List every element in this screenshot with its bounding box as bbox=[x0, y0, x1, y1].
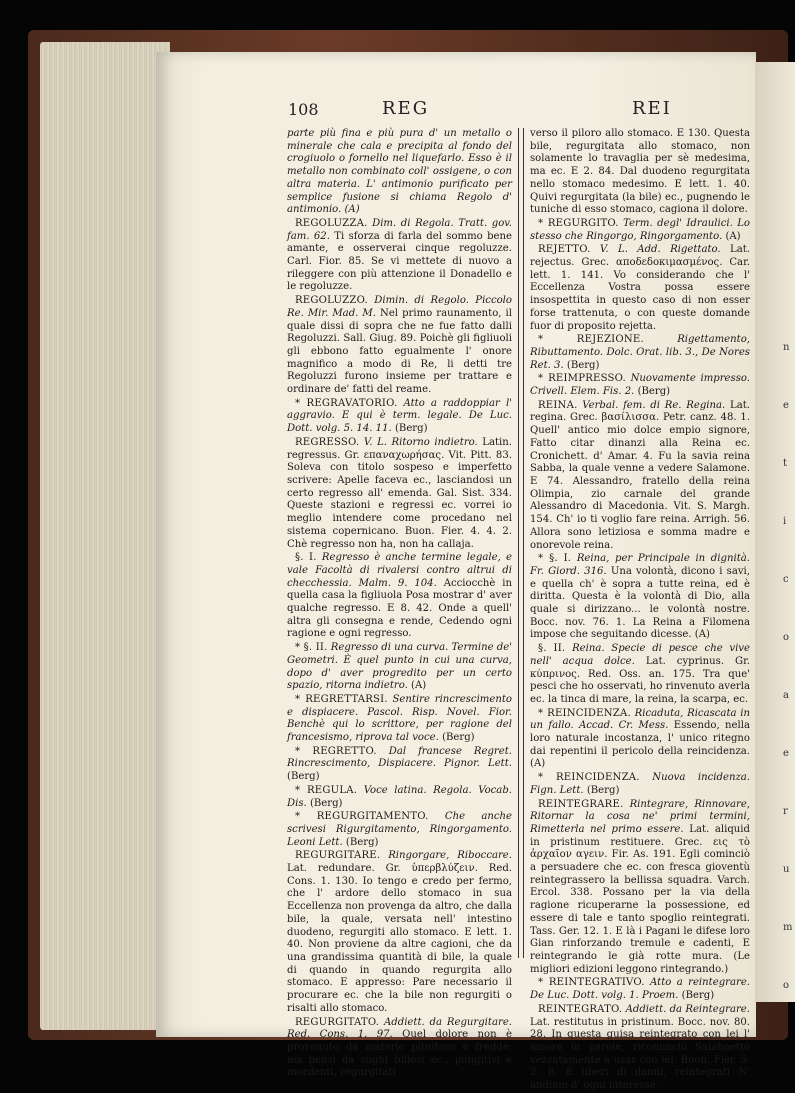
page-edges bbox=[40, 42, 170, 1030]
entry-body: verso il piloro allo stomaco. E 130. Questa bile, regurgitata allo stomaco, non solamente lo travaglia per sè medesima, ma ec. E 2. 84. Dal duodeno regurgitata nello stomaco medesimo. E lett. 1. 40. Quivi regurgitata (la bile) ec., pugnendo le tuniche di esso stomaco, cagiona il dolore. bbox=[530, 128, 750, 216]
dictionary-entry bbox=[287, 811, 512, 849]
entry-headword: * §. I. bbox=[538, 553, 572, 565]
dictionary-entry bbox=[530, 643, 750, 707]
next-page-fragment: r bbox=[783, 806, 788, 817]
column-divider bbox=[518, 128, 524, 958]
next-page-fragment: a bbox=[783, 690, 789, 701]
next-page-fragment: i bbox=[783, 516, 787, 527]
entry-headword: * REGULA. bbox=[295, 784, 358, 796]
entry-body: Lat. restitutus in pristinum. Bocc. nov. 80. 28. In questa guisa reintegrato con lei l' amore in parole, ricominciò Salabaetto vezzatamente a usar con lei. Buon. Fier. 5. 2. 8. E liberi di danni, reintegrati N' andiam d' ogni interesse. bbox=[530, 1016, 750, 1092]
dictionary-entry bbox=[287, 295, 512, 397]
entry-definition: Term. degl' Idraulici. Lo stesso che Ringorgo, Ringorgamento. bbox=[530, 217, 750, 242]
entry-headword: REGOLUZZO. bbox=[295, 295, 368, 307]
entry-body: Lat. cyprinus. Gr. κύπρινος. Red. Oss. an. 175. Tra que' pesci che ho osservati, ho rinvenuto averla ec. la tinca di mare, la reina, la scarpa, ec. bbox=[530, 655, 750, 705]
entry-headword: * REGURGITO. bbox=[538, 217, 619, 229]
right-column bbox=[530, 128, 751, 1092]
entry-definition: Atto a reintegrare. De Luc. Dott. volg. 1. Proem. bbox=[530, 977, 751, 1002]
entry-headword: * REGRETTARSI. bbox=[295, 693, 388, 705]
entry-headword: * REGURGITAMENTO. bbox=[295, 811, 429, 823]
entry-definition: Nuovamente impresso. Crivell. Elem. Fis. 2. bbox=[530, 373, 750, 398]
entry-definition: Che anche scrivesi Rigurgitamento, Ringorgamento. Leoni Lett. bbox=[287, 811, 512, 848]
entry-headword: §. II. bbox=[538, 643, 566, 655]
dictionary-entry bbox=[530, 128, 750, 217]
dictionary-entry bbox=[530, 553, 750, 642]
dictionary-entry bbox=[287, 746, 512, 784]
entry-body: Lat. regina. Grec. βασίλισσα. Petr. canz. 48. 1. Quell' antico mio dolce empio signore, Fatto citar dinanzi alla Reina ec. Cronichett. d' Amar. 4. Fu la savia reina Sabba, la quale venne a vedere Salamone. E 74. Alessandro, fratello della reina Olimpia, zio carnale del grande Alessandro di Macedonia. Vit. S. Margh. 154. Ch' io ti voglio fare reina. Arrigh. 56. Allora sono letiziosa e somma madre e onorevole reina. bbox=[530, 399, 750, 551]
entry-definition: Nuova incidenza. Fign. Lett. bbox=[530, 772, 750, 796]
dictionary-entry bbox=[287, 128, 512, 217]
entry-definition: Sentire rincrescimento e dispiacere. Pascol. Risp. Novel. Fior. Benchè qui lo scrittore, per ragione del francesismo, riprova tal voce. bbox=[287, 693, 512, 744]
entry-headword: REINTEGRARE. bbox=[538, 798, 624, 810]
entry-body: Essendo, nella loro naturale incostanza, l' unico ritegno dai repentini il pericolo della reincidenza. (A) bbox=[530, 720, 750, 770]
entry-headword: * REINTEGRATIVO. bbox=[538, 977, 645, 989]
entry-definition: Dimin. di Regolo. Piccolo Re. Mir. Mad. M. bbox=[287, 295, 512, 319]
entry-body: Lat. rejectus. Grec. αποδεδοκιμασμένος. Car. lett. 1. 141. Vo considerando che l' Eccellenza Vostra possa essere insospettita in questo caso di non esser forse trattenuta, o con queste domande fuor di proposito rejetta. bbox=[530, 244, 750, 332]
next-page-fragment: e bbox=[783, 748, 789, 759]
entry-definition: Ringorgare, Riboccare. bbox=[388, 850, 512, 862]
entry-headword: REGURGITARE. bbox=[295, 850, 381, 862]
entry-body: Una volontà, dicono i savi, e quella ch' è sopra a tutte reina, ed è diritta. Questa è la volontà di Dio, alla quale si dirizzano... le volontà nostre. Bocc. nov. 76. 1. La Reina a Filomena impose che seguitando dicesse. (A) bbox=[530, 565, 750, 641]
dictionary-entry bbox=[287, 785, 512, 810]
entry-headword: * REINCIDENZA. bbox=[538, 707, 631, 719]
entry-body: Acciocchè in quella casa la figliuola Posa mostrar d' aver qualche regresso. E 8. 42. Onde a quell' altra gli consegna e rende, Cedendo ogni ragione e ogni regresso. bbox=[287, 577, 512, 640]
dictionary-entry bbox=[530, 708, 750, 772]
entry-definition: Addiett. da Reintegrare. bbox=[625, 1003, 750, 1015]
entry-headword: * REINCIDENZA. bbox=[538, 772, 640, 784]
entry-body: (Berg) bbox=[681, 990, 715, 1002]
entry-definition: Rigettamento, Ributtamento. Dolc. Orat. lib. 3., De Nores Ret. 3. bbox=[530, 334, 750, 371]
next-page-fragment: o bbox=[783, 632, 790, 643]
entry-headword: * §. II. bbox=[295, 642, 328, 654]
entry-definition: Reina. Specie di pesce che vive nell' acqua dolce. bbox=[530, 643, 750, 667]
dictionary-entry bbox=[287, 694, 512, 745]
next-page-edge bbox=[755, 62, 795, 1002]
entry-body: Lat. redundare. Gr. ὑπερβλύζειν. Red. Cons. 1. 130. Io tengo e credo per fermo, che l' ardore dello stomaco in sua Eccellenza non provenga da altro, che dalla bile, la quale, versata nell' intestino duodeno, regurgiti allo stomaco. E lett. 1. 40. Non proviene da altre cagioni, che da una grandissima quantità di bile, la quale di quando in quando regurgita allo stomaco. E appresso: Pare necessario il procurare ec. che la bile non regurgiti o risalti allo stomaco. bbox=[287, 863, 512, 1014]
entry-definition: Dim. di Regola. Tratt. gov. fam. 62. bbox=[287, 217, 512, 242]
entry-definition: Ricaduta, Ricascata in un fallo. Accad. Cr. Mess. bbox=[530, 707, 750, 732]
entry-headword: * REGRAVATORIO. bbox=[295, 397, 398, 409]
entry-definition: Dal francese Regret. Rincrescimento, Dispiacere. Pignor. Lett. bbox=[287, 745, 512, 770]
dictionary-entry bbox=[530, 1004, 750, 1093]
next-page-fragment: u bbox=[783, 864, 790, 875]
entry-body: (Berg) bbox=[394, 423, 428, 435]
entry-body: (Berg) bbox=[345, 836, 379, 848]
entry-definition: Rintegrare, Rinnovare, Ritornar la cosa ne' primi termini, Rimetterla nel primo essere. bbox=[530, 798, 750, 835]
dictionary-entry bbox=[287, 642, 512, 693]
next-page-fragment: c bbox=[783, 574, 789, 585]
entry-definition: Regresso è anche termine legale, e vale Facoltà di rivalersi contro altrui di checchessia. Malm. 9. 104. bbox=[287, 552, 512, 589]
entry-definition: Verbal. fem. di Re. Regina. bbox=[582, 399, 726, 411]
entry-headword: REINA. bbox=[538, 399, 578, 411]
next-page-fragment: e bbox=[783, 400, 789, 411]
entry-headword: * REJEZIONE. bbox=[538, 334, 644, 346]
entry-headword: REGURGITATO. bbox=[295, 1016, 380, 1028]
dictionary-entry bbox=[530, 977, 750, 1002]
dictionary-entry bbox=[287, 1017, 512, 1081]
entry-definition: Reina, per Principale in dignità. Fr. Giord. 316. bbox=[530, 553, 750, 577]
entry-body: (Berg) bbox=[566, 359, 600, 371]
dictionary-entry bbox=[530, 772, 750, 797]
entry-headword: REGOLUZZA. bbox=[295, 217, 368, 229]
page-header bbox=[288, 98, 748, 122]
entry-definition: V. L. Add. Rigettato. bbox=[599, 244, 721, 256]
dictionary-entry bbox=[287, 398, 512, 436]
entry-body: (A) bbox=[725, 230, 741, 242]
dictionary-entry bbox=[530, 400, 750, 552]
dictionary-entry bbox=[287, 552, 512, 641]
entry-body: (Berg) bbox=[287, 771, 320, 783]
dictionary-entry bbox=[530, 218, 750, 243]
entry-definition: parte più fina e più pura d' un metallo o minerale che cala e precipita al fondo del crogiuolo o fornello nel liquefarlo. Esso è il metallo non combinato coll' ossigene, o con altra materia. L' antimonio purificato per semplice fusione si chiama Regolo d' antimonio. (A) bbox=[287, 128, 512, 216]
entry-headword: REJETTO. bbox=[538, 244, 591, 256]
entry-body: (Berg) bbox=[442, 732, 475, 744]
entry-body: (Berg) bbox=[309, 797, 343, 809]
entry-body: (Berg) bbox=[586, 784, 620, 796]
entry-definition: Regresso di una curva. Termine de' Geometri. È quel punto in cui una curva, dopo d' aver progredito per un certo spazio, ritorna indietro. bbox=[287, 642, 512, 692]
entry-headword: REINTEGRATO. bbox=[538, 1003, 623, 1015]
next-page-fragment: n bbox=[783, 342, 790, 353]
next-page-fragment: m bbox=[783, 922, 793, 933]
entry-body: Ti sforza di farla del sommo bene amante, e osserverai cinque regoluzze. Carl. Fior. 85. Se vi mettete di nuovo a rileggere con più attenzione il Donadello e le regoluzze. bbox=[287, 230, 512, 293]
entry-definition: Addiett. da Regurgitare. Red. Cons. 1. 97. bbox=[287, 1016, 512, 1041]
entry-headword: * REGRETTO. bbox=[295, 745, 377, 757]
dictionary-entry bbox=[530, 373, 750, 398]
entry-definition: V. L. Ritorno indietro. bbox=[363, 436, 478, 448]
dictionary-entry bbox=[530, 244, 750, 333]
entry-body: Lat. aliquid in pristinum restituere. Grec. εις τὸ ἀρχαῖον αγειν. Fir. As. 191. Egli cominciò a persuadere che ec. con fresca gioventù reintegrassero la bellissa squadra. Varch. Ercol. 338. Possano per la via della ragione ricuperarne la possessione, ed essere di tale e tanto spoglio reintegrati. Tass. Ger. 12. 1. E là i Pagani le difese loro Gian rinforzando tremule e cadenti, E reintegrando le già rotte mura. (Le migliori edizioni leggono rintegrando.) bbox=[530, 823, 750, 975]
left-column bbox=[287, 128, 513, 1079]
entry-headword: * REIMPRESSO. bbox=[538, 373, 626, 385]
entry-definition: Voce latina. Regola. Vocab. Dis. bbox=[287, 784, 512, 809]
entry-headword: REGRESSO. bbox=[295, 436, 360, 448]
dictionary-entry bbox=[287, 850, 512, 1015]
left-running-head: REG bbox=[382, 98, 430, 119]
entry-body: Latin. regressus. Gr. επαναχωρήσας. Vit. Pitt. 83. Soleva con titolo sospeso e imperfetto scrivere: Apelle faceva ec., lasciandosi un certo regresso all' emenda. Gal. Sist. 334. Queste stazioni e regressi ec. vorrei io meglio intendere come procedano nel sistema copernicano. Buon. Fier. 4. 4. 2. Chè regresso non ha, non ha callaja. bbox=[287, 436, 512, 550]
entry-body: Quel dolore non è provenuto da materie pituitose e fredde, ma bensì da sughi biliosi ec., pungitivi e mordenti, regurgitati bbox=[287, 1029, 512, 1079]
entry-body: Nel primo raunamento, il quale dissi di sopra che ne fue fatto dalli Regoluzzi. Sall. Giug. 89. Poichè gli figliuoli gli ebbono fatto egualmente l' onore magnifico a modo di Re, li detti tre Regoluzzi furono insieme per trattare e ordinare de' fatti del reame. bbox=[287, 307, 513, 396]
entry-definition: Atto a raddoppiar l' aggravio. E qui è term. legale. De Luc. Dott. volg. 5. 14. 11. bbox=[287, 397, 512, 435]
dictionary-entry bbox=[530, 334, 750, 372]
entry-headword: §. I. bbox=[295, 552, 317, 564]
next-page-fragment: t bbox=[783, 458, 788, 469]
entry-body: (Berg) bbox=[637, 386, 671, 398]
right-running-head: REI bbox=[632, 98, 672, 119]
next-page-fragment: o bbox=[783, 980, 790, 991]
entry-body: (A) bbox=[411, 680, 427, 692]
page-number: 108 bbox=[288, 100, 319, 119]
dictionary-entry bbox=[530, 799, 750, 977]
dictionary-entry bbox=[287, 437, 512, 551]
dictionary-entry bbox=[287, 218, 512, 294]
